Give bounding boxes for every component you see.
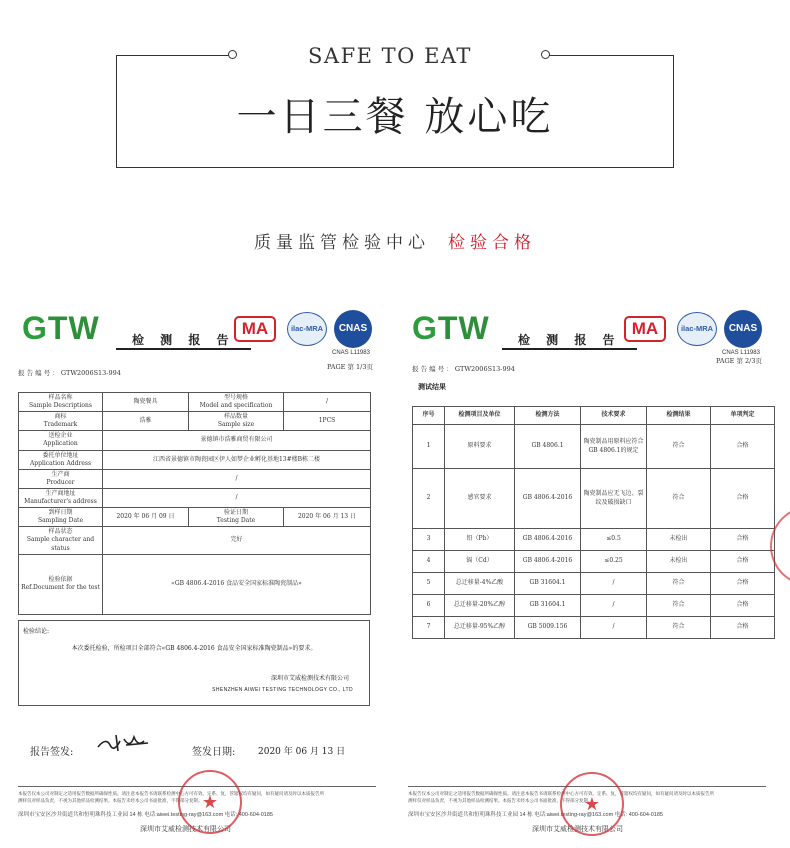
cnas-logo: CNAS bbox=[724, 310, 762, 348]
company-name-zh: 深圳市艾威检测技术有限公司 bbox=[270, 675, 349, 682]
table-row: 样品状态 Sample character and status 完好 bbox=[19, 527, 371, 554]
test-results-table bbox=[412, 406, 775, 639]
gtw-logo: GTW bbox=[22, 310, 100, 346]
subtitle-highlight: 检验合格 bbox=[448, 233, 536, 253]
table-row: 5 总迁移量-4%乙酸 GB 31604.1 / 符合 合格 bbox=[413, 573, 775, 595]
report-page-2 bbox=[398, 298, 790, 848]
table-row: 样品名称 Sample Descriptions 陶瓷餐具 型号规格 Model and specification / bbox=[19, 393, 371, 412]
cnas-code: CNAS L11983 bbox=[722, 350, 760, 356]
sign-date-label: 签发日期: bbox=[192, 747, 236, 758]
report-number: 报 告 编 号 ： GTW2006S13-994 bbox=[18, 369, 121, 377]
ilac-mra-logo: ilac-MRA bbox=[287, 312, 327, 346]
signature-scribble bbox=[96, 731, 152, 755]
subtitle-text: 质量监管检验中心 bbox=[254, 233, 430, 253]
table-row: 送检企业 Application 景德镇市浩雅商贸有限公司 bbox=[19, 431, 371, 450]
table-header-row: 序号 检测项目及单位 检测方法 技术要求 检测结果 单项判定 bbox=[413, 407, 775, 425]
company-name-en: SHENZHEN AIWEI TESTING TECHNOLOGY CO., LTD bbox=[212, 687, 353, 693]
report-page-1 bbox=[0, 298, 395, 848]
footer-company: 深圳市艾威检测技术有限公司 bbox=[140, 825, 231, 833]
report-title: 检 测 报 告 bbox=[116, 331, 251, 350]
table-row: 2 感官要求 GB 4806.4-2016 陶瓷制品应无飞边、裂纹及破损缺口 符合 合格 bbox=[413, 469, 775, 529]
table-row: 7 总迁移量-95%乙醇 GB 5009.156 / 符合 合格 bbox=[413, 617, 775, 639]
table-row: 商标 Trademark 浩雅 样品数量 Sample size 1PCS bbox=[19, 412, 371, 431]
table-row: 生产商 Producer / bbox=[19, 469, 371, 488]
table-row: 委托单位地址 Application Address 江西省景德镇市陶瓷园区伊人如梦企业孵化基地13#楼B栋二楼 bbox=[19, 450, 371, 469]
header-title-en: SAFE TO EAT bbox=[308, 44, 472, 68]
footer-address: 深圳市宝安区沙井街道共和恒明珠科技工业园 14 栋 电话:aiwei.testing-ray@163.com 电话: 400-604-0185 bbox=[18, 812, 273, 818]
company-stamp: ★ bbox=[178, 770, 242, 834]
ma-logo: MA bbox=[624, 316, 666, 342]
footer-fine-print: 本报告仅本公司对制定之适用报告数据所确保性质。请注意本报告书请联系检测中心方可有效。定系、复，管辖权均有疑问，如有疑问请及时以本质报告所 测样仅对样品负责，不视为其他样品检测结果。本报告未经本公司书面批准，不得部分复制。 bbox=[18, 791, 324, 803]
table-row: 1 原料要求 GB 4806.1 陶瓷制品用原料应符合GB 4806.1的规定 符合 合格 bbox=[413, 425, 775, 469]
sign-date: 2020 年 06 月 13 日 bbox=[258, 747, 346, 757]
cnas-code: CNAS L11983 bbox=[332, 350, 370, 356]
signer-label: 报告签发: bbox=[30, 747, 74, 758]
footer-address: 深圳市宝安区沙井街道共和恒明珠科技工业园 14 栋 电话:aiwei.testing-ray@163.com 电话: 400-604-0185 bbox=[408, 812, 663, 818]
company-stamp: ★ bbox=[560, 772, 624, 836]
gtw-logo: GTW bbox=[412, 310, 490, 346]
page-number: PAGE 第 2/3页 bbox=[716, 357, 763, 365]
table-row: 6 总迁移量-20%乙醇 GB 31604.1 / 符合 合格 bbox=[413, 595, 775, 617]
header-title-zh: 一日三餐 放心吃 bbox=[236, 94, 554, 140]
conclusion-text: 本次委托检验，所检项目全部符合«GB 4806.4-2016 食品安全国家标准陶瓷制品»的要求。 bbox=[71, 645, 317, 652]
conclusion-box bbox=[18, 620, 370, 706]
sample-info-table bbox=[18, 392, 371, 615]
ilac-mra-logo: ilac-MRA bbox=[677, 312, 717, 346]
cnas-logo: CNAS bbox=[334, 310, 372, 348]
subtitle bbox=[0, 228, 790, 253]
section-title: 测试结果 bbox=[418, 382, 446, 391]
report-number: 报 告 编 号 ： GTW2006S13-994 bbox=[412, 365, 515, 373]
footer-company: 深圳市艾威检测技术有限公司 bbox=[532, 825, 623, 833]
table-row: 4 镉（Cd） GB 4806.4-2016 ≤0.25 未检出 合格 bbox=[413, 551, 775, 573]
footer-fine-print: 本报告仅本公司对制定之适用报告数据所确保性质。请注意本报告书请联系检测中心方可有效。定系、复，管辖权均有疑问，如有疑问请及时以本质报告所 测样仅对样品负责，不视为其他样品检测结果。本报告未经本公司书面批准，不得部分复制。 bbox=[408, 791, 714, 803]
table-row: 3 铅（Pb） GB 4806.4-2016 ≤0.5 未检出 合格 bbox=[413, 529, 775, 551]
page-number: PAGE 第 1/3页 bbox=[327, 363, 374, 371]
table-row: 生产商地址 Manufacturer's address / bbox=[19, 488, 371, 507]
ma-logo: MA bbox=[234, 316, 276, 342]
table-row: 到样日期 Sampling Date 2020 年 06 月 09 日 验证日期 Testing Date 2020 年 06 月 13 日 bbox=[19, 508, 371, 527]
report-title: 检 测 报 告 bbox=[502, 331, 637, 350]
table-row: 检验依据 Ref.Document for the test «GB 4806.4-2016 食品安全国家标准陶瓷制品» bbox=[19, 554, 371, 614]
conclusion-label: 检验结论: bbox=[23, 628, 50, 635]
